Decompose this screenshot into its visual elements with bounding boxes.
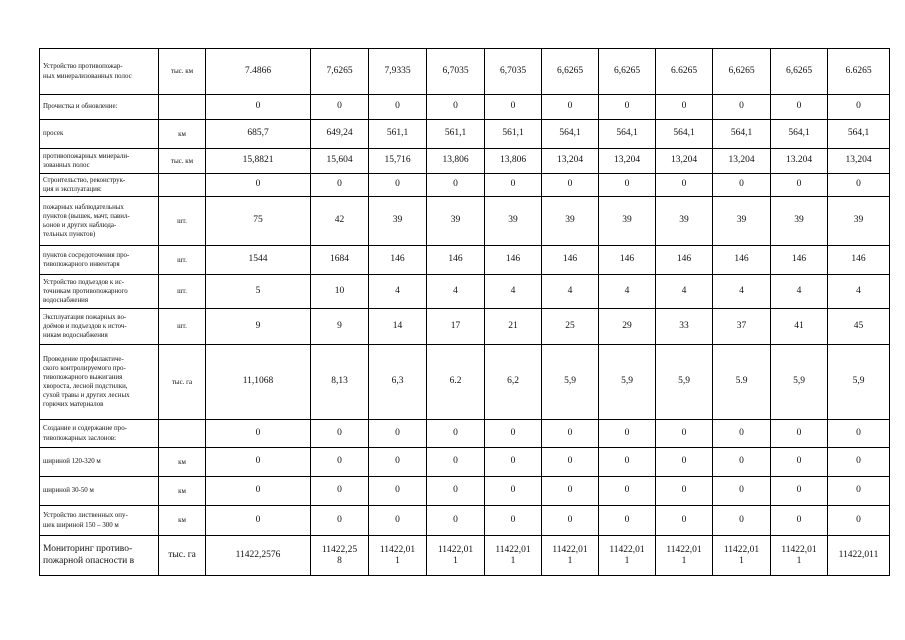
value-cell: 4 (713, 275, 771, 309)
table-row (40, 149, 890, 174)
value-cell: 6.6265 (828, 49, 890, 95)
value-cell: 4 (485, 275, 542, 309)
value-cell: 0 (828, 420, 890, 448)
unit-cell: тыс. км (159, 149, 206, 174)
value-cell: 0 (771, 448, 828, 477)
row-name-cell: шириной 30-50 м (40, 477, 159, 506)
value-cell: 0 (427, 448, 485, 477)
value-cell: 6,6265 (713, 49, 771, 95)
value-cell: 39 (369, 197, 427, 246)
value-cell: 5,9 (828, 345, 890, 420)
unit-cell: шт. (159, 275, 206, 309)
value-cell: 6,6265 (771, 49, 828, 95)
unit-cell: шт. (159, 197, 206, 246)
value-cell: 13,204 (828, 149, 890, 174)
unit-cell: шт. (159, 246, 206, 275)
value-cell: 0 (599, 477, 656, 506)
value-cell: 4 (369, 275, 427, 309)
value-cell: 564,1 (828, 120, 890, 149)
value-cell: 0 (713, 420, 771, 448)
unit-cell (159, 420, 206, 448)
value-cell: 146 (369, 246, 427, 275)
value-cell: 33 (656, 309, 713, 345)
value-cell: 564,1 (542, 120, 599, 149)
value-cell: 39 (656, 197, 713, 246)
value-cell: 0 (542, 174, 599, 197)
value-cell: 39 (542, 197, 599, 246)
value-cell: 0 (206, 95, 311, 120)
value-cell: 39 (599, 197, 656, 246)
value-cell: 0 (369, 477, 427, 506)
unit-cell: тыс. га (159, 536, 206, 576)
value-cell: 0 (311, 506, 369, 536)
value-cell: 5,9 (599, 345, 656, 420)
value-cell: 561,1 (369, 120, 427, 149)
row-name-cell: Мониторинг противо- пожарной опасности в (40, 536, 159, 576)
value-cell: 0 (713, 448, 771, 477)
unit-cell: км (159, 506, 206, 536)
value-cell: 564,1 (599, 120, 656, 149)
value-cell: 13,806 (485, 149, 542, 174)
table-row (40, 309, 890, 345)
value-cell: 6,6265 (542, 49, 599, 95)
row-name-cell: Устройство подъездов к ис- точникам противопожарного водоснабжения (40, 275, 159, 309)
value-cell: 11422,01 1 (656, 536, 713, 576)
value-cell: 11422,01 1 (599, 536, 656, 576)
value-cell: 0 (311, 477, 369, 506)
value-cell: 5,9 (771, 345, 828, 420)
value-cell: 42 (311, 197, 369, 246)
value-cell: 21 (485, 309, 542, 345)
value-cell: 0 (206, 448, 311, 477)
value-cell: 37 (713, 309, 771, 345)
table-row (40, 49, 890, 95)
value-cell: 0 (828, 506, 890, 536)
value-cell: 8,13 (311, 345, 369, 420)
value-cell: 0 (656, 506, 713, 536)
value-cell: 11422,2576 (206, 536, 311, 576)
value-cell: 1684 (311, 246, 369, 275)
value-cell: 0 (599, 174, 656, 197)
value-cell: 13.204 (771, 149, 828, 174)
row-name-cell: Строительство, реконструк- ция и эксплуатация: (40, 174, 159, 197)
value-cell: 4 (599, 275, 656, 309)
value-cell: 146 (427, 246, 485, 275)
row-name-cell: пунктов сосредоточения про- тивопожарного инвентаря (40, 246, 159, 275)
value-cell: 0 (828, 448, 890, 477)
value-cell: 13,204 (656, 149, 713, 174)
value-cell: 0 (206, 477, 311, 506)
value-cell: 146 (599, 246, 656, 275)
value-cell: 11422,01 1 (427, 536, 485, 576)
value-cell: 0 (369, 95, 427, 120)
unit-cell: шт. (159, 309, 206, 345)
table-row (40, 477, 890, 506)
value-cell: 0 (427, 420, 485, 448)
value-cell: 11422,01 1 (542, 536, 599, 576)
table-row (40, 120, 890, 149)
value-cell: 0 (713, 95, 771, 120)
row-name-cell: противопожарных минерали- зованных полос (40, 149, 159, 174)
value-cell: 0 (599, 506, 656, 536)
value-cell: 0 (828, 174, 890, 197)
value-cell: 6,7035 (427, 49, 485, 95)
value-cell: 6,7035 (485, 49, 542, 95)
value-cell: 0 (427, 506, 485, 536)
unit-cell (159, 95, 206, 120)
value-cell: 0 (427, 477, 485, 506)
value-cell: 11422,01 1 (713, 536, 771, 576)
value-cell: 5,9 (542, 345, 599, 420)
unit-cell: тыс. км (159, 49, 206, 95)
value-cell: 7,9335 (369, 49, 427, 95)
row-name-cell: Эксплуатация пожарных во- доёмов и подъездов к источ- никам водоснабжения (40, 309, 159, 345)
value-cell: 146 (713, 246, 771, 275)
value-cell: 11,1068 (206, 345, 311, 420)
value-cell: 0 (485, 506, 542, 536)
row-name-cell: шириной 120-320 м (40, 448, 159, 477)
value-cell: 4 (771, 275, 828, 309)
value-cell: 0 (771, 506, 828, 536)
value-cell: 146 (485, 246, 542, 275)
row-name-cell: Устройство противопожар- ных минерализованных полос (40, 49, 159, 95)
value-cell: 4 (427, 275, 485, 309)
value-cell: 5,9 (656, 345, 713, 420)
value-cell: 13,204 (542, 149, 599, 174)
table-row (40, 275, 890, 309)
value-cell: 6.6265 (656, 49, 713, 95)
unit-cell: тыс. га (159, 345, 206, 420)
value-cell: 11422,01 1 (485, 536, 542, 576)
value-cell: 13,204 (713, 149, 771, 174)
value-cell: 0 (828, 477, 890, 506)
value-cell: 0 (311, 420, 369, 448)
value-cell: 11422,01 1 (369, 536, 427, 576)
value-cell: 0 (656, 477, 713, 506)
value-cell: 0 (427, 95, 485, 120)
value-cell: 564,1 (713, 120, 771, 149)
value-cell: 0 (311, 174, 369, 197)
value-cell: 0 (206, 420, 311, 448)
table-row (40, 536, 890, 576)
value-cell: 0 (771, 477, 828, 506)
value-cell: 17 (427, 309, 485, 345)
value-cell: 0 (369, 506, 427, 536)
table-row (40, 345, 890, 420)
value-cell: 39 (771, 197, 828, 246)
value-cell: 146 (656, 246, 713, 275)
value-cell: 41 (771, 309, 828, 345)
value-cell: 0 (542, 506, 599, 536)
value-cell: 15,8821 (206, 149, 311, 174)
value-cell: 9 (311, 309, 369, 345)
value-cell: 561,1 (427, 120, 485, 149)
value-cell: 15,604 (311, 149, 369, 174)
value-cell: 0 (542, 448, 599, 477)
value-cell: 0 (542, 420, 599, 448)
value-cell: 39 (485, 197, 542, 246)
value-cell: 146 (828, 246, 890, 275)
row-name-cell: пожарных наблюдательных пунктов (вышек, мачт, павил- ьонов и других наблюда- тельных пунктов) (40, 197, 159, 246)
value-cell: 4 (828, 275, 890, 309)
value-cell: 5 (206, 275, 311, 309)
value-cell: 1544 (206, 246, 311, 275)
value-cell: 0 (599, 448, 656, 477)
row-name-cell: Прочистка и обновление: (40, 95, 159, 120)
value-cell: 0 (656, 420, 713, 448)
value-cell: 0 (369, 420, 427, 448)
value-cell: 25 (542, 309, 599, 345)
row-name-cell: просек (40, 120, 159, 149)
value-cell: 0 (485, 95, 542, 120)
table-row (40, 174, 890, 197)
value-cell: 146 (771, 246, 828, 275)
value-cell: 0 (542, 477, 599, 506)
value-cell: 39 (713, 197, 771, 246)
value-cell: 0 (485, 477, 542, 506)
value-cell: 4 (542, 275, 599, 309)
table-body (40, 49, 890, 576)
value-cell: 0 (828, 95, 890, 120)
value-cell: 561,1 (485, 120, 542, 149)
table-row (40, 246, 890, 275)
unit-cell: км (159, 448, 206, 477)
value-cell: 13,806 (427, 149, 485, 174)
value-cell: 0 (485, 174, 542, 197)
value-cell: 39 (828, 197, 890, 246)
value-cell: 9 (206, 309, 311, 345)
row-name-cell: Проведение профилактиче- ского контролируемого про- тивопожарного выжигания хвороста, лесной подстилки, сухой травы и других лесных горючих материалов (40, 345, 159, 420)
value-cell: 0 (713, 174, 771, 197)
value-cell: 0 (771, 95, 828, 120)
value-cell: 0 (713, 477, 771, 506)
value-cell: 564,1 (771, 120, 828, 149)
value-cell: 0 (542, 95, 599, 120)
value-cell: 0 (771, 174, 828, 197)
value-cell: 0 (771, 420, 828, 448)
value-cell: 11422,25 8 (311, 536, 369, 576)
table-row (40, 420, 890, 448)
value-cell: 7,6265 (311, 49, 369, 95)
value-cell: 0 (369, 174, 427, 197)
value-cell: 146 (542, 246, 599, 275)
value-cell: 10 (311, 275, 369, 309)
table-row (40, 448, 890, 477)
value-cell: 7.4866 (206, 49, 311, 95)
value-cell: 13,204 (599, 149, 656, 174)
value-cell: 11422,01 1 (771, 536, 828, 576)
row-name-cell: Устройство лиственных опу- шек шириной 150 – 300 м (40, 506, 159, 536)
value-cell: 0 (485, 448, 542, 477)
value-cell: 685,7 (206, 120, 311, 149)
value-cell: 39 (427, 197, 485, 246)
table-row (40, 95, 890, 120)
value-cell: 6,3 (369, 345, 427, 420)
value-cell: 649,24 (311, 120, 369, 149)
value-cell: 0 (369, 448, 427, 477)
value-cell: 5.9 (713, 345, 771, 420)
value-cell: 6,2 (485, 345, 542, 420)
value-cell: 0 (713, 506, 771, 536)
value-cell: 45 (828, 309, 890, 345)
value-cell: 0 (311, 95, 369, 120)
value-cell: 564,1 (656, 120, 713, 149)
table-row (40, 197, 890, 246)
value-cell: 0 (656, 95, 713, 120)
value-cell: 0 (311, 448, 369, 477)
value-cell: 0 (206, 506, 311, 536)
unit-cell: км (159, 477, 206, 506)
value-cell: 29 (599, 309, 656, 345)
value-cell: 0 (656, 174, 713, 197)
value-cell: 15,716 (369, 149, 427, 174)
row-name-cell: Создание и содержание про- тивопожарных заслонов: (40, 420, 159, 448)
value-cell: 75 (206, 197, 311, 246)
value-cell: 14 (369, 309, 427, 345)
value-cell: 4 (656, 275, 713, 309)
value-cell: 6.2 (427, 345, 485, 420)
value-cell: 0 (599, 95, 656, 120)
unit-cell: км (159, 120, 206, 149)
value-cell: 0 (427, 174, 485, 197)
forest-fire-measures-table (39, 48, 890, 576)
value-cell: 11422,011 (828, 536, 890, 576)
table-row (40, 506, 890, 536)
value-cell: 0 (599, 420, 656, 448)
unit-cell (159, 174, 206, 197)
value-cell: 0 (656, 448, 713, 477)
value-cell: 0 (485, 420, 542, 448)
value-cell: 0 (206, 174, 311, 197)
value-cell: 6,6265 (599, 49, 656, 95)
